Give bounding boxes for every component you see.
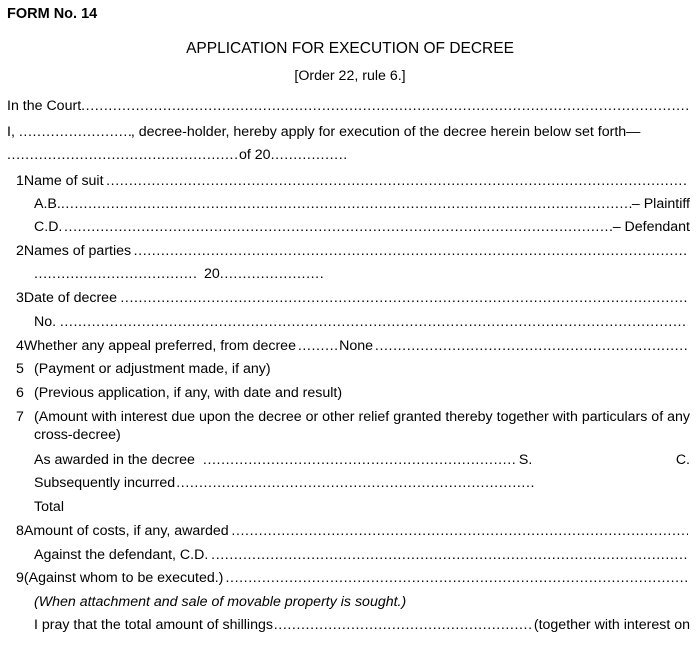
payment-label: (Payment or adjustment made, if any) [34,361,271,377]
appeal-label: Whether any appeal preferred, from decree [23,338,296,354]
appeal-blank[interactable] [298,337,337,355]
item-4 [16,337,688,355]
none-label: None [339,338,374,354]
incurred-line [34,474,534,492]
item-6-number: 6 [16,385,24,401]
shillings-label: S. [518,452,533,468]
parties-label: Names of parties [23,243,132,259]
item-1 [16,172,688,190]
court-label: In the Court [7,98,82,114]
incurred-blank[interactable] [176,474,534,492]
item-7-number: 7 [16,409,24,425]
item-4-number: 4 [16,338,24,354]
item-7-number-wrap [16,408,34,426]
year-blank-a[interactable] [34,265,196,283]
defendant-line [34,218,690,236]
form-number: FORM No. 14 [7,6,98,22]
none-blank[interactable] [375,337,688,355]
no-label: No. [34,314,57,330]
against-defendant-line [34,546,688,564]
item-9-number: 9 [16,570,24,586]
item-3-number: 3 [16,290,24,306]
item-3 [16,289,688,307]
decree-date-label: Date of decree [23,290,117,306]
intro-i: I, [7,124,15,140]
intro-text: , decree-holder, hereby apply for execution of the decree herein below set forth— [130,124,641,140]
amount-label: (Amount with interest due upon the decree or other relief granted thereby together with particulars of any cross-decree) [34,409,690,443]
against-defendant-blank[interactable] [211,546,688,564]
pray-blank[interactable] [274,616,533,634]
year-line [34,265,334,283]
of20-label: of 20 [239,147,271,163]
plaintiff-line [34,195,690,213]
form-subtitle: [Order 22, rule 6.] [294,68,406,84]
plaintiff-label: – Plaintiff [631,196,690,212]
item-5-number: 5 [16,361,24,377]
parties-blank[interactable] [134,242,688,260]
of20-blank-b[interactable] [271,146,347,164]
total-line [34,498,234,516]
against-defendant-label: Against the defendant, C.D. [34,547,209,563]
item-2-number: 2 [16,243,24,259]
pray-label: I pray that the total amount of shillings [34,617,273,633]
attachment-label: (When attachment and sale of movable property is sought.) [34,594,407,610]
defendant-label: – Defendant [612,219,690,235]
costs-blank[interactable] [231,522,688,540]
of20-line [7,146,467,164]
name-blank[interactable] [19,123,131,141]
item-6 [16,384,688,402]
suit-label: Name of suit [23,173,104,189]
suit-blank[interactable] [106,172,688,190]
plaintiff-blank[interactable] [61,195,632,213]
awarded-line [34,451,690,469]
previous-label: (Previous application, if any, with date and result) [34,385,343,401]
awarded-blank[interactable] [203,451,515,469]
pray-end-label: (together with interest on [533,617,691,633]
decree-no-blank[interactable] [60,313,688,331]
ab-label: A.B. [34,196,61,212]
defendant-blank[interactable] [64,218,613,236]
cd-label: C.D. [34,219,63,235]
decree-date-blank[interactable] [120,289,688,307]
item-5 [16,360,688,378]
item-8 [16,522,688,540]
awarded-label: As awarded in the decree [34,452,195,468]
decree-no-line [34,313,688,331]
intro-line [7,123,691,141]
costs-label: Amount of costs, if any, awarded [23,523,229,539]
year-blank-b[interactable] [220,265,324,283]
court-line [7,97,688,115]
cents-label: C. [675,452,690,468]
item-8-number: 8 [16,523,24,539]
item-1-number: 1 [16,173,24,189]
incurred-label: Subsequently incurred [34,475,176,491]
form-title: APPLICATION FOR EXECUTION OF DECREE [186,40,514,57]
court-blank[interactable] [81,97,688,115]
whom-label: (Against whom to be executed.) [23,570,224,586]
total-label: Total [34,499,64,515]
item-9 [16,569,688,587]
whom-blank[interactable] [226,569,689,587]
year-label: 20 [204,266,220,282]
item-2 [16,242,688,260]
of20-blank-a[interactable] [7,146,239,164]
attachment-line [34,593,684,611]
pray-line [34,616,690,634]
